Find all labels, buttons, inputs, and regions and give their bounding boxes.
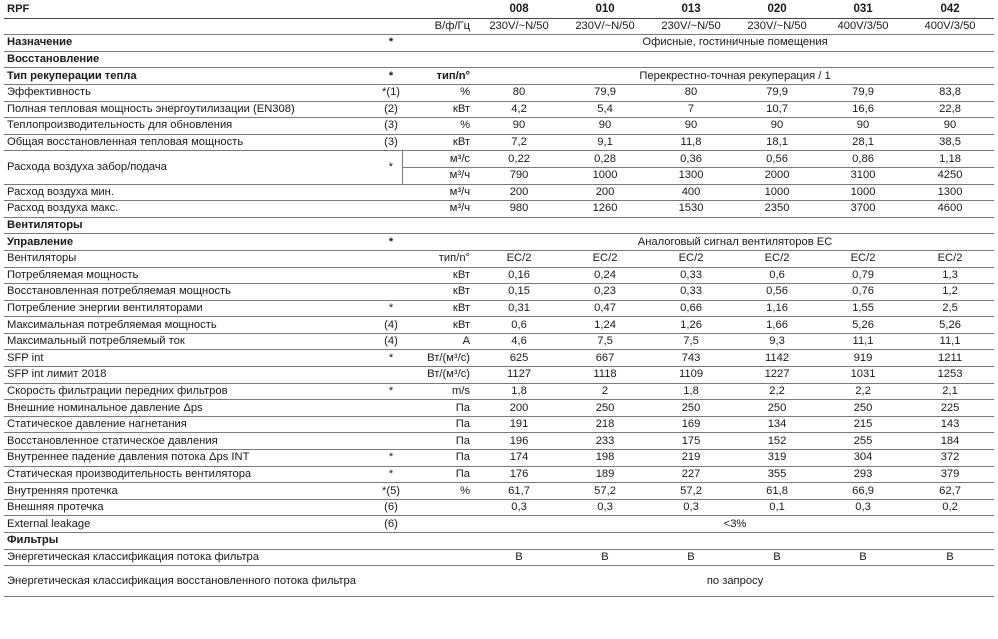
- value-cell: 2,2: [820, 383, 906, 400]
- value-cell: 90: [906, 118, 994, 135]
- value-cell: 0,15: [476, 284, 562, 301]
- row-note: [380, 566, 402, 597]
- value-cell: 184: [906, 433, 994, 450]
- row-label: SFP int лимит 2018: [4, 367, 380, 384]
- model-031: 031: [820, 2, 906, 18]
- spec-table-body: [4, 2, 994, 597]
- row-unit: Па: [402, 400, 476, 417]
- row-note: (6): [380, 499, 402, 516]
- table-row: [4, 367, 994, 384]
- row-unit: кВт: [402, 317, 476, 334]
- span-value: <3%: [476, 516, 994, 533]
- row-label: Расхода воздуха забор/подача: [4, 151, 380, 184]
- table-row: [4, 400, 994, 417]
- value-cell: 0,56: [734, 151, 820, 168]
- row-label: Эффективность: [4, 84, 380, 101]
- row-unit: Па: [402, 433, 476, 450]
- row-label: Восстановленная потребляемая мощность: [4, 284, 380, 301]
- value-cell: 3100: [820, 167, 906, 184]
- value-cell: 0,16: [476, 267, 562, 284]
- row-label: Статическая производительность вентилятора: [4, 466, 380, 483]
- row-unit: кВт: [402, 300, 476, 317]
- value-cell: 90: [734, 118, 820, 135]
- table-row: [4, 284, 994, 301]
- value-cell: 1031: [820, 367, 906, 384]
- value-cell: 174: [476, 450, 562, 467]
- table-row: [4, 450, 994, 467]
- row-label: Восстановленное статическое давления: [4, 433, 380, 450]
- row-unit: Вт/(м³/с): [402, 350, 476, 367]
- value-cell: 9,3: [734, 333, 820, 350]
- value-cell: 372: [906, 450, 994, 467]
- value-cell: 1109: [648, 367, 734, 384]
- model-label: RPF: [4, 2, 380, 18]
- value-cell: 0,3: [476, 499, 562, 516]
- row-label: Вентиляторы: [4, 250, 380, 267]
- section-title: Фильтры: [4, 533, 994, 550]
- row-unit: %: [402, 483, 476, 500]
- value-cell: EC/2: [476, 250, 562, 267]
- value-cell: 1530: [648, 201, 734, 218]
- value-cell: 0,24: [562, 267, 648, 284]
- value-cell: 169: [648, 416, 734, 433]
- row-label: Потребление энергии вентиляторами: [4, 300, 380, 317]
- value-cell: 980: [476, 201, 562, 218]
- value-cell: 0,6: [476, 317, 562, 334]
- value-cell: 1,8: [648, 383, 734, 400]
- value-cell: B: [648, 549, 734, 566]
- row-label: Внешняя протечка: [4, 499, 380, 516]
- value-cell: 83,8: [906, 84, 994, 101]
- value-cell: 176: [476, 466, 562, 483]
- value-cell: 1253: [906, 367, 994, 384]
- row-unit: [402, 516, 476, 533]
- value-cell: 4250: [906, 167, 994, 184]
- row-unit: кВт: [402, 134, 476, 151]
- value-cell: 0,33: [648, 267, 734, 284]
- value-cell: 0,79: [820, 267, 906, 284]
- value-cell: 18,1: [734, 134, 820, 151]
- table-row: [4, 84, 994, 101]
- value-cell: 143: [906, 416, 994, 433]
- value-cell: 2,5: [906, 300, 994, 317]
- value-cell: 355: [734, 466, 820, 483]
- value-cell: 1142: [734, 350, 820, 367]
- table-row: [4, 184, 994, 201]
- value-cell: 200: [476, 400, 562, 417]
- value-cell: 9,1: [562, 134, 648, 151]
- row-note: [380, 367, 402, 384]
- row-label: Потребляемая мощность: [4, 267, 380, 284]
- value-cell: 2: [562, 383, 648, 400]
- value-cell: 134: [734, 416, 820, 433]
- row-note: [380, 267, 402, 284]
- value-cell: 4,2: [476, 101, 562, 118]
- value-cell: 90: [562, 118, 648, 135]
- value-cell: 11,8: [648, 134, 734, 151]
- model-header-row: [4, 2, 994, 18]
- row-unit: м³/ч: [402, 184, 476, 201]
- value-cell: 319: [734, 450, 820, 467]
- value-cell: 0,33: [648, 284, 734, 301]
- table-row: [4, 151, 994, 168]
- value-cell: 5,26: [820, 317, 906, 334]
- value-cell: B: [820, 549, 906, 566]
- value-cell: 7: [648, 101, 734, 118]
- row-unit: [402, 35, 476, 52]
- row-note: [380, 184, 402, 201]
- row-label: SFP int: [4, 350, 380, 367]
- value-cell: EC/2: [734, 250, 820, 267]
- row-note: *: [380, 68, 402, 85]
- row-unit: тип/n°: [402, 68, 476, 85]
- row-unit: м³/ч: [402, 201, 476, 218]
- row-label: Теплопроизводительность для обновления: [4, 118, 380, 135]
- value-cell: EC/2: [906, 250, 994, 267]
- span-value: Аналоговый сигнал вентиляторов ЕС: [476, 234, 994, 251]
- value-cell: EC/2: [648, 250, 734, 267]
- row-note: (6): [380, 516, 402, 533]
- row-label: Энергетическая классификация восстановленного потока фильтра: [4, 566, 380, 597]
- value-cell: 3700: [820, 201, 906, 218]
- value-cell: 0,6: [734, 267, 820, 284]
- value-cell: 215: [820, 416, 906, 433]
- row-note: [380, 433, 402, 450]
- value-cell: 1127: [476, 367, 562, 384]
- table-row: [4, 499, 994, 516]
- table-row: [4, 68, 994, 85]
- table-row: [4, 516, 994, 533]
- section-header: [4, 51, 994, 68]
- value-cell: 22,8: [906, 101, 994, 118]
- value-cell: 2350: [734, 201, 820, 218]
- value-cell: 1000: [734, 184, 820, 201]
- value-cell: 379: [906, 466, 994, 483]
- value-cell: 225: [906, 400, 994, 417]
- value-cell: 7,5: [562, 333, 648, 350]
- model-013: 013: [648, 2, 734, 18]
- row-note: [380, 201, 402, 218]
- value-cell: 79,9: [820, 84, 906, 101]
- row-label: Энергетическая классификация потока фильтра: [4, 549, 380, 566]
- value-cell: 219: [648, 450, 734, 467]
- value-cell: 919: [820, 350, 906, 367]
- table-row: [4, 466, 994, 483]
- row-unit: Па: [402, 416, 476, 433]
- model-020: 020: [734, 2, 820, 18]
- value-cell: B: [476, 549, 562, 566]
- value-cell: 1,8: [476, 383, 562, 400]
- row-label: Внутренняя протечка: [4, 483, 380, 500]
- value-cell: 152: [734, 433, 820, 450]
- row-unit: кВт: [402, 101, 476, 118]
- value-cell: 0,86: [820, 151, 906, 168]
- row-note: *(1): [380, 84, 402, 101]
- value-cell: 1,26: [648, 317, 734, 334]
- value-cell: 250: [648, 400, 734, 417]
- value-cell: 233: [562, 433, 648, 450]
- row-note: *: [380, 35, 402, 52]
- value-cell: 175: [648, 433, 734, 450]
- value-cell: 0,3: [820, 499, 906, 516]
- value-cell: 790: [476, 167, 562, 184]
- row-note: *: [380, 350, 402, 367]
- model-042: 042: [906, 2, 994, 18]
- value-cell: 0,47: [562, 300, 648, 317]
- value-cell: 79,9: [562, 84, 648, 101]
- value-cell: 5,26: [906, 317, 994, 334]
- value-cell: 0,3: [562, 499, 648, 516]
- row-note: *: [380, 234, 402, 251]
- value-cell: B: [906, 549, 994, 566]
- value-cell: 62,7: [906, 483, 994, 500]
- row-label: Максимальная потребляемая мощность: [4, 317, 380, 334]
- voltage-cell: 230V/~N/50: [562, 18, 648, 35]
- value-cell: 0,66: [648, 300, 734, 317]
- value-cell: 11,1: [820, 333, 906, 350]
- table-row: [4, 383, 994, 400]
- row-unit: кВт: [402, 284, 476, 301]
- value-cell: B: [734, 549, 820, 566]
- value-cell: 1118: [562, 367, 648, 384]
- row-unit: [402, 234, 476, 251]
- span-value: по запросу: [476, 566, 994, 597]
- value-cell: 1000: [562, 167, 648, 184]
- value-cell: 57,2: [562, 483, 648, 500]
- row-unit: м³/с: [402, 151, 476, 168]
- value-cell: 0,1: [734, 499, 820, 516]
- row-unit: В/ф/Гц: [402, 18, 476, 35]
- row-note: *: [380, 450, 402, 467]
- table-row: [4, 350, 994, 367]
- row-note: [380, 250, 402, 267]
- row-label: Статическое давление нагнетания: [4, 416, 380, 433]
- value-cell: 189: [562, 466, 648, 483]
- value-cell: 1,16: [734, 300, 820, 317]
- value-cell: 4,6: [476, 333, 562, 350]
- value-cell: 11,1: [906, 333, 994, 350]
- value-cell: 250: [734, 400, 820, 417]
- value-cell: 400: [648, 184, 734, 201]
- value-cell: 38,5: [906, 134, 994, 151]
- value-cell: 2000: [734, 167, 820, 184]
- voltage-cell: 230V/~N/50: [648, 18, 734, 35]
- value-cell: 1300: [648, 167, 734, 184]
- value-cell: 255: [820, 433, 906, 450]
- value-cell: 4600: [906, 201, 994, 218]
- voltage-cell: 230V/~N/50: [734, 18, 820, 35]
- value-cell: 90: [476, 118, 562, 135]
- row-label: External leakage: [4, 516, 380, 533]
- voltage-cell: 400V/3/50: [906, 18, 994, 35]
- voltage-cell: 230V/~N/50: [476, 18, 562, 35]
- value-cell: 16,6: [820, 101, 906, 118]
- row-unit: %: [402, 84, 476, 101]
- row-note: (3): [380, 118, 402, 135]
- table-row: [4, 317, 994, 334]
- row-note: (4): [380, 333, 402, 350]
- value-cell: 667: [562, 350, 648, 367]
- value-cell: 0,3: [648, 499, 734, 516]
- section-title: Восстановление: [4, 51, 994, 68]
- row-unit: %: [402, 118, 476, 135]
- row-note: [380, 416, 402, 433]
- row-unit: [402, 566, 476, 597]
- row-unit: Па: [402, 466, 476, 483]
- row-unit: кВт: [402, 267, 476, 284]
- model-008: 008: [476, 2, 562, 18]
- value-cell: 0,31: [476, 300, 562, 317]
- value-cell: 28,1: [820, 134, 906, 151]
- row-unit: [402, 549, 476, 566]
- row-note: *: [380, 466, 402, 483]
- value-cell: 218: [562, 416, 648, 433]
- table-row: [4, 118, 994, 135]
- row-note: [380, 400, 402, 417]
- value-cell: EC/2: [820, 250, 906, 267]
- value-cell: 1,3: [906, 267, 994, 284]
- value-cell: 200: [562, 184, 648, 201]
- table-row: [4, 483, 994, 500]
- row-note: [380, 284, 402, 301]
- value-cell: 1227: [734, 367, 820, 384]
- row-unit: m/s: [402, 383, 476, 400]
- value-cell: 0,22: [476, 151, 562, 168]
- row-label: Максимальный потребляемый ток: [4, 333, 380, 350]
- row-unit: Вт/(м³/с): [402, 367, 476, 384]
- row-note: *(5): [380, 483, 402, 500]
- row-unit: [402, 499, 476, 516]
- value-cell: 191: [476, 416, 562, 433]
- value-cell: EC/2: [562, 250, 648, 267]
- value-cell: 2,2: [734, 383, 820, 400]
- row-label: Скорость фильтрации передних фильтров: [4, 383, 380, 400]
- section-header: [4, 533, 994, 550]
- value-cell: 1,24: [562, 317, 648, 334]
- table-row: [4, 300, 994, 317]
- table-row: [4, 134, 994, 151]
- value-cell: 0,2: [906, 499, 994, 516]
- value-cell: 200: [476, 184, 562, 201]
- value-cell: 250: [562, 400, 648, 417]
- spec-table: [4, 2, 994, 597]
- value-cell: 1000: [820, 184, 906, 201]
- value-cell: 61,7: [476, 483, 562, 500]
- section-header: [4, 217, 994, 234]
- value-cell: 1260: [562, 201, 648, 218]
- row-label: Управление: [4, 234, 380, 251]
- value-cell: 227: [648, 466, 734, 483]
- row-note: *: [380, 151, 402, 184]
- value-cell: 304: [820, 450, 906, 467]
- value-cell: 250: [820, 400, 906, 417]
- row-note: [380, 549, 402, 566]
- value-cell: 10,7: [734, 101, 820, 118]
- value-cell: 743: [648, 350, 734, 367]
- row-label: Полная тепловая мощность энергоутилизации (EN308): [4, 101, 380, 118]
- value-cell: 90: [820, 118, 906, 135]
- model-010: 010: [562, 2, 648, 18]
- table-row: [4, 250, 994, 267]
- row-label: Внешние номинальное давление Δps: [4, 400, 380, 417]
- value-cell: 80: [648, 84, 734, 101]
- table-row: [4, 566, 994, 597]
- voltage-cell: 400V/3/50: [820, 18, 906, 35]
- value-cell: 1211: [906, 350, 994, 367]
- value-cell: 0,76: [820, 284, 906, 301]
- value-cell: 7,5: [648, 333, 734, 350]
- row-note: (4): [380, 317, 402, 334]
- row-note: *: [380, 383, 402, 400]
- section-title: Вентиляторы: [4, 217, 994, 234]
- value-cell: 2,1: [906, 383, 994, 400]
- value-cell: 80: [476, 84, 562, 101]
- value-cell: 0,56: [734, 284, 820, 301]
- row-note: *: [380, 300, 402, 317]
- row-unit: Па: [402, 450, 476, 467]
- value-cell: 7,2: [476, 134, 562, 151]
- value-cell: 0,23: [562, 284, 648, 301]
- row-label: Внутреннее падение давления потока Δps INT: [4, 450, 380, 467]
- table-row: [4, 433, 994, 450]
- value-cell: 293: [820, 466, 906, 483]
- value-cell: 1300: [906, 184, 994, 201]
- value-cell: 625: [476, 350, 562, 367]
- value-cell: 1,18: [906, 151, 994, 168]
- table-row: [4, 201, 994, 218]
- value-cell: 5,4: [562, 101, 648, 118]
- row-note: (2): [380, 101, 402, 118]
- row-note: (3): [380, 134, 402, 151]
- span-value: Офисные, гостиничные помещения: [476, 35, 994, 52]
- value-cell: 0,28: [562, 151, 648, 168]
- row-label: Расход воздуха мин.: [4, 184, 380, 201]
- value-cell: 1,66: [734, 317, 820, 334]
- value-cell: 0,36: [648, 151, 734, 168]
- value-cell: 57,2: [648, 483, 734, 500]
- row-unit: м³/ч: [402, 167, 476, 184]
- value-cell: 198: [562, 450, 648, 467]
- value-cell: 196: [476, 433, 562, 450]
- span-value: Перекрестно-точная рекуперация / 1: [476, 68, 994, 85]
- table-row: [4, 267, 994, 284]
- value-cell: B: [562, 549, 648, 566]
- voltage-row: [4, 18, 994, 35]
- table-row: [4, 101, 994, 118]
- table-row: [4, 549, 994, 566]
- value-cell: 90: [648, 118, 734, 135]
- row-label: Тип рекуперации тепла: [4, 68, 380, 85]
- row-unit: тип/n°: [402, 250, 476, 267]
- table-row: [4, 416, 994, 433]
- table-row: [4, 333, 994, 350]
- value-cell: 1,55: [820, 300, 906, 317]
- table-row: [4, 234, 994, 251]
- row-label: Назначение: [4, 35, 380, 52]
- table-row: [4, 35, 994, 52]
- row-label: Расход воздуха макс.: [4, 201, 380, 218]
- value-cell: 61,8: [734, 483, 820, 500]
- row-unit: A: [402, 333, 476, 350]
- value-cell: 1,2: [906, 284, 994, 301]
- value-cell: 79,9: [734, 84, 820, 101]
- row-label: Общая восстановленная тепловая мощность: [4, 134, 380, 151]
- value-cell: 66,9: [820, 483, 906, 500]
